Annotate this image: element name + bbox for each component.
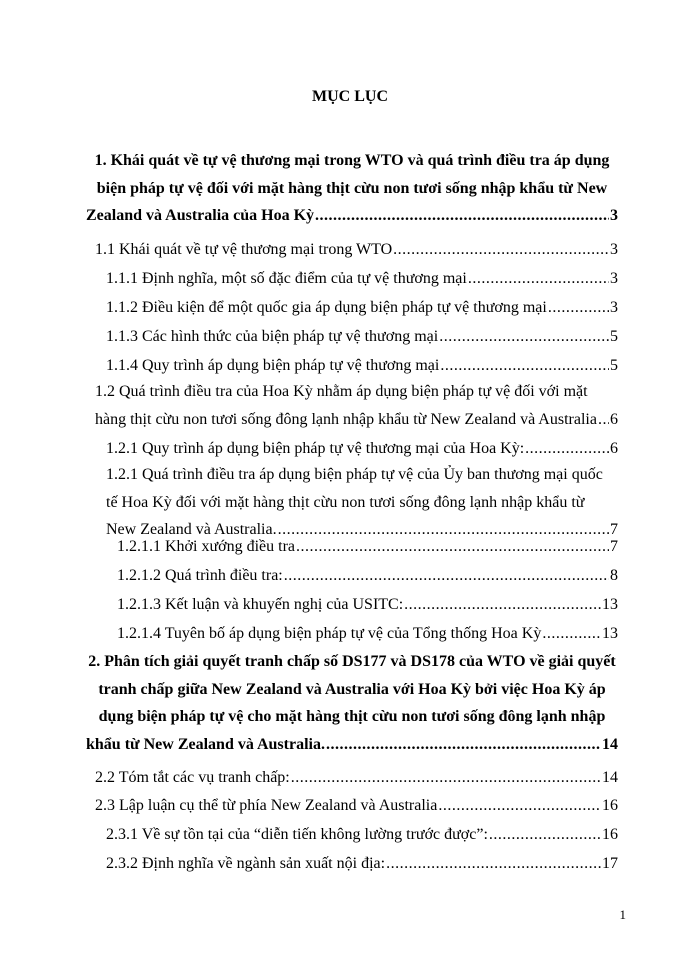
toc-page-number: 7 <box>610 521 618 538</box>
toc-entry-text: 1.2.1.3 Kết luận và khuyến nghị của USITC: <box>117 596 404 613</box>
toc-entry-line: biện pháp tự vệ đối với mặt hàng thịt cừu non tươi sống nhập khẩu từ New <box>96 179 608 197</box>
leader-dots <box>291 764 601 792</box>
toc-entry-text: 2.2 Tóm tắt các vụ tranh chấp: <box>95 769 290 786</box>
toc-entry-line: tranh chấp giữa New Zealand và Australia với Hoa Kỳ bởi việc Hoa Kỳ áp <box>98 680 606 698</box>
leader-dots <box>393 236 609 264</box>
toc-entry-1-2-1-1[interactable] <box>117 533 618 561</box>
toc-entry-2[interactable] <box>86 648 618 758</box>
leader-dots <box>542 620 601 648</box>
toc-page-number: 13 <box>602 596 618 613</box>
toc-entry-text: 1.2.1.4 Tuyên bố áp dụng biện pháp tự vệ của Tổng thống Hoa Kỳ <box>117 625 542 642</box>
leader-dots <box>404 591 601 619</box>
toc-page-number: 5 <box>610 328 618 345</box>
toc-entry-1-1-3[interactable] <box>106 323 618 351</box>
toc-page-number: 14 <box>602 735 618 753</box>
leader-dots <box>386 850 601 878</box>
toc-entry-text: 1.1.4 Quy trình áp dụng biện pháp tự vệ thương mại <box>106 357 440 374</box>
toc-entry-text: Zealand và Australia của Hoa Kỳ <box>86 207 315 224</box>
toc-page-number: 7 <box>610 538 618 555</box>
toc-entry-text: hàng thịt cừu non tươi sống đông lạnh nhập khẩu từ New Zealand và Australia <box>95 410 597 428</box>
toc-entry-1-2-1-4[interactable] <box>117 620 618 648</box>
toc-page-number: 3 <box>610 299 618 316</box>
toc-page-number: 3 <box>610 270 618 287</box>
toc-entry-1-1-2[interactable] <box>106 294 618 322</box>
toc-entry-2-3-1[interactable] <box>106 821 618 849</box>
toc-entry-1-2-1-3[interactable] <box>117 591 618 619</box>
toc-page-number: 8 <box>610 567 618 584</box>
toc-entry-text: 2.3.1 Về sự tồn tại của “diễn tiến không lường trước được”: <box>106 826 488 843</box>
toc-page-number: 6 <box>610 440 618 457</box>
toc-entry-1-2-1-procedure[interactable] <box>106 435 618 463</box>
toc-entry-text: New Zealand và Australia. <box>106 521 277 538</box>
leader-dots <box>489 821 601 849</box>
toc-entry-2-3[interactable] <box>95 792 618 820</box>
toc-entry-1-2-1-investigation[interactable] <box>106 461 618 544</box>
toc-page-number: 14 <box>602 769 618 786</box>
toc-entry-text: 1.1.3 Các hình thức của biện pháp tự vệ thương mại <box>106 328 439 345</box>
page-number: 1 <box>619 907 626 922</box>
toc-entry-line: 1. Khái quát về tự vệ thương mại trong WTO và quá trình điều tra áp dụng <box>94 152 610 169</box>
leader-dots <box>598 406 609 434</box>
toc-entry-line: tế Hoa Kỳ đối với mặt hàng thịt cừu non tươi sống đông lạnh nhập khẩu từ <box>106 493 585 511</box>
leader-dots <box>468 265 609 293</box>
toc-page-number: 3 <box>610 241 618 258</box>
toc-entry-line: 1.2.1 Quá trình điều tra áp dụng biện pháp tự vệ của Ủy ban thương mại quốc <box>106 466 603 483</box>
leader-dots <box>315 202 609 230</box>
leader-dots <box>439 323 609 351</box>
leader-dots <box>296 533 609 561</box>
toc-entry-text: 1.2.1.2 Quá trình điều tra: <box>117 567 283 584</box>
leader-dots <box>438 792 601 820</box>
toc-entry-1-2[interactable] <box>95 378 618 433</box>
toc-page-number: 6 <box>610 410 618 428</box>
toc-page-number: 5 <box>610 357 618 374</box>
leader-dots <box>284 562 609 590</box>
toc-entry-text: 1.2.1.1 Khởi xướng điều tra <box>117 538 296 555</box>
toc-entry-line: 1.2 Quá trình điều tra của Hoa Kỳ nhằm áp dụng biện pháp tự vệ đối với mặt <box>95 383 588 400</box>
toc-entry-text: 1.1.1 Định nghĩa, một số đặc điểm của tự vệ thương mại <box>106 270 467 287</box>
leader-dots <box>326 731 601 759</box>
toc-page-number: 3 <box>610 207 618 224</box>
toc-entry-2-2[interactable] <box>95 764 618 792</box>
toc-entry-text: 1.1.2 Điều kiện để một quốc gia áp dụng biện pháp tự vệ thương mại <box>106 299 547 316</box>
toc-entry-1-2-1-2[interactable] <box>117 562 618 590</box>
toc-entry-text: 2.3.2 Định nghĩa về ngành sản xuất nội địa: <box>106 855 386 872</box>
toc-entry-line: dụng biện pháp tự vệ cho mặt hàng thịt cừu non tươi sống đông lạnh nhập <box>98 708 606 725</box>
leader-dots <box>440 352 609 380</box>
toc-entry-1-1-4[interactable] <box>106 352 618 380</box>
toc-entry-line: 2. Phân tích giải quyết tranh chấp số DS177 và DS178 của WTO về giải quyết <box>88 653 616 670</box>
toc-entry-1[interactable] <box>86 147 618 230</box>
toc-entry-text: 1.2.1 Quy trình áp dụng biện pháp tự vệ thương mại của Hoa Kỳ: <box>106 440 525 457</box>
toc-title: MỤC LỤC <box>312 88 388 105</box>
toc-page-number: 13 <box>602 625 618 642</box>
toc-entry-1-1-1[interactable] <box>106 265 618 293</box>
toc-page-number: 16 <box>602 797 618 814</box>
leader-dots <box>548 294 609 322</box>
toc-entry-text: khẩu từ New Zealand và Australia. <box>86 735 325 753</box>
toc-entry-text: 2.3 Lập luận cụ thể từ phía New Zealand và Australia <box>95 797 438 814</box>
leader-dots <box>525 435 609 463</box>
toc-entry-1-1[interactable] <box>95 236 618 264</box>
toc-entry-text: 1.1 Khái quát về tự vệ thương mại trong WTO <box>95 241 393 258</box>
toc-entry-2-3-2[interactable] <box>106 850 618 878</box>
toc-page-number: 16 <box>602 826 618 843</box>
toc-page-number: 17 <box>602 855 618 872</box>
